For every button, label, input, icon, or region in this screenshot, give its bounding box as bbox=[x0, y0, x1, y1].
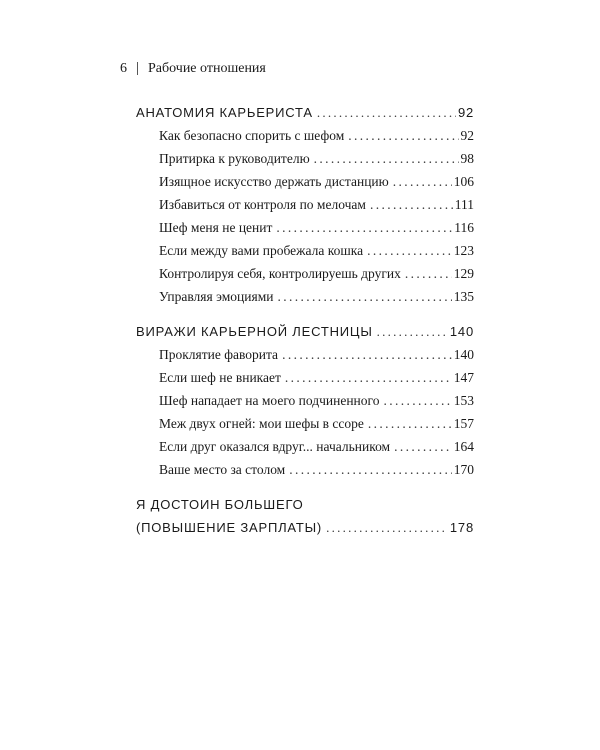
toc-page-number: 178 bbox=[449, 520, 474, 535]
toc-section-title-line1: Я ДОСТОИН БОЛЬШЕГО bbox=[136, 497, 304, 512]
toc-page-number: 111 bbox=[454, 197, 474, 212]
dot-leader bbox=[289, 458, 452, 481]
dot-leader bbox=[383, 389, 451, 412]
toc-page-number: 123 bbox=[453, 243, 474, 258]
toc-section-title-line2: (ПОВЫШЕНИЕ ЗАРПЛАТЫ) bbox=[136, 520, 323, 535]
toc-item bbox=[136, 343, 474, 366]
toc-section-salary bbox=[136, 516, 474, 539]
toc-item-title: Шеф меня не ценит bbox=[159, 220, 273, 235]
toc-item-title: Контролируя себя, контролируешь других bbox=[159, 266, 401, 281]
toc-item bbox=[136, 285, 474, 308]
dot-leader bbox=[394, 435, 452, 458]
toc-page-number: 140 bbox=[453, 347, 474, 362]
toc-item-title: Изящное искусство держать дистанцию bbox=[159, 174, 389, 189]
toc-section-title: ВИРАЖИ КАРЬЕРНОЙ ЛЕСТНИЦЫ bbox=[136, 324, 373, 339]
toc-item-title: Если между вами пробежала кошка bbox=[159, 243, 364, 258]
toc-item-title: Если шеф не вникает bbox=[159, 370, 281, 385]
dot-leader bbox=[277, 285, 451, 308]
toc-item-title: Если друг оказался вдруг... начальником bbox=[159, 439, 391, 454]
dot-leader bbox=[276, 216, 452, 239]
toc-page-number: 135 bbox=[453, 289, 474, 304]
section-spacer bbox=[136, 308, 474, 320]
dot-leader bbox=[367, 239, 452, 262]
dot-leader bbox=[393, 170, 452, 193]
toc-item bbox=[136, 124, 474, 147]
toc-item bbox=[136, 239, 474, 262]
running-header bbox=[120, 60, 266, 77]
dot-leader bbox=[368, 412, 452, 435]
toc-item bbox=[136, 412, 474, 435]
dot-leader bbox=[405, 262, 452, 285]
dot-leader bbox=[326, 516, 448, 539]
toc-item-title: Проклятие фаворита bbox=[159, 347, 279, 362]
toc-item bbox=[136, 170, 474, 193]
toc-section-anatomy bbox=[136, 101, 474, 124]
toc-section-career-ladder bbox=[136, 320, 474, 343]
toc-item bbox=[136, 262, 474, 285]
dot-leader bbox=[282, 343, 452, 366]
toc-section-title: АНАТОМИЯ КАРЬЕРИСТА bbox=[136, 105, 313, 120]
toc-page-number: 129 bbox=[453, 266, 474, 281]
toc-item-title: Меж двух огней: мои шефы в ссоре bbox=[159, 416, 364, 431]
running-title: Рабочие отношения bbox=[148, 60, 266, 76]
toc-page-number: 153 bbox=[453, 393, 474, 408]
toc-page-number: 147 bbox=[453, 370, 474, 385]
toc-page-number: 170 bbox=[453, 462, 474, 477]
toc-item-title: Ваше место за столом bbox=[159, 462, 286, 477]
toc-item bbox=[136, 216, 474, 239]
toc-item-title: Притирка к руководителю bbox=[159, 151, 310, 166]
dot-leader bbox=[317, 101, 456, 124]
page-number: 6 bbox=[120, 60, 127, 76]
toc-page-number: 157 bbox=[453, 416, 474, 431]
toc-item-title: Управляя эмоциями bbox=[159, 289, 274, 304]
toc-item-title: Избавиться от контроля по мелочам bbox=[159, 197, 366, 212]
toc-item bbox=[136, 389, 474, 412]
section-spacer bbox=[136, 481, 474, 493]
toc-page-number: 116 bbox=[454, 220, 474, 235]
toc-item-title: Как безопасно спорить с шефом bbox=[159, 128, 345, 143]
toc-page-number: 164 bbox=[453, 439, 474, 454]
dot-leader bbox=[314, 147, 459, 170]
toc-item bbox=[136, 366, 474, 389]
toc-page-number: 92 bbox=[457, 105, 474, 120]
dot-leader bbox=[377, 320, 448, 343]
toc-page-number: 140 bbox=[449, 324, 474, 339]
toc-page-number: 106 bbox=[453, 174, 474, 189]
dot-leader bbox=[285, 366, 452, 389]
toc-item bbox=[136, 193, 474, 216]
toc-item bbox=[136, 458, 474, 481]
table-of-contents bbox=[136, 101, 474, 539]
toc-page-number: 98 bbox=[460, 151, 474, 166]
toc-item-title: Шеф нападает на моего подчиненного bbox=[159, 393, 380, 408]
header-separator: | bbox=[136, 60, 140, 76]
dot-leader bbox=[348, 124, 458, 147]
toc-item bbox=[136, 147, 474, 170]
dot-leader bbox=[370, 193, 453, 216]
toc-page-number: 92 bbox=[460, 128, 474, 143]
toc-item bbox=[136, 435, 474, 458]
